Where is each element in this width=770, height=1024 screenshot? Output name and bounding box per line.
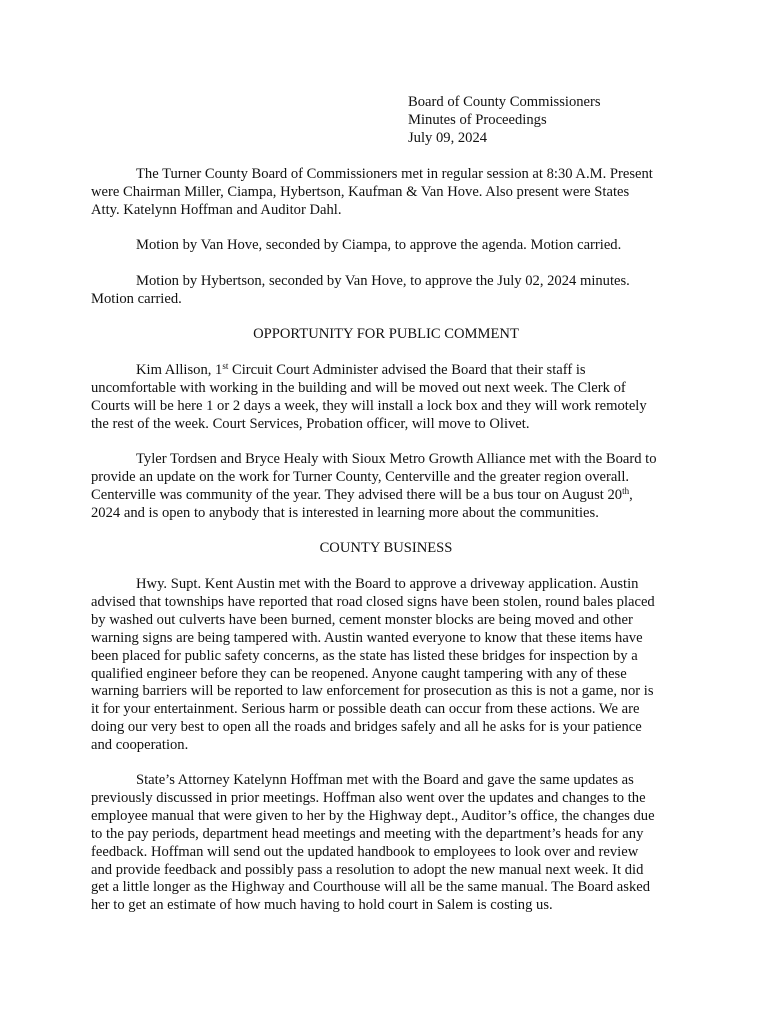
text-line: get a little longer as the Highway and Courthouse will all be the same manual. The Board asked (91, 879, 651, 896)
text-fragment: Circuit Court Administer advised the Board that their staff is (228, 362, 586, 378)
paragraph-kim-allison (91, 362, 681, 434)
text-line: been placed for public safety concerns, as the state has listed these bridges for inspection by a (91, 647, 638, 664)
text-line: The Turner County Board of Commissioners met in regular session at 8:30 A.M. Present (136, 166, 653, 182)
text-line: warning barriers will be reported to law enforcement for prosecution as this is not a game, nor is (91, 683, 654, 700)
text-line: the rest of the week. Court Services, Probation officer, will move to Olivet. (91, 415, 530, 432)
paragraph-motion-agenda (91, 237, 681, 255)
text-line: employee manual that were given to her by the Highway dept., Auditor’s office, the changes due (91, 807, 655, 824)
text-line: previously discussed in prior meetings. Hoffman also went over the updates and changes to the (91, 789, 646, 806)
text-line: and provide feedback and possibly pass a resolution to adopt the new manual next week. It did (91, 861, 644, 878)
text-line: were Chairman Miller, Ciampa, Hybertson, Kaufman & Van Hove. Also present were States (91, 183, 630, 200)
header-date: July 09, 2024 (408, 129, 488, 146)
text-line: by washed out culverts have been burned, cement monster blocks are being moved and other (91, 611, 633, 628)
text-line: doing our very best to open all the roads and bridges safely and all he asks for is your patience (91, 719, 642, 736)
paragraph-session-opening (91, 166, 681, 220)
text-line: Tyler Tordsen and Bryce Healy with Sioux Metro Growth Alliance met with the Board to (136, 451, 657, 467)
text-line: advised that townships have reported that road closed signs have been stolen, round bales placed (91, 593, 655, 610)
text-fragment: , (629, 486, 633, 503)
text-line (91, 362, 681, 380)
paragraph-growth-alliance (91, 451, 681, 523)
text-line: warning signs are being tampered with. Austin wanted everyone to know that these items have (91, 629, 643, 646)
text-line: State’s Attorney Katelynn Hoffman met with the Board and gave the same updates as (136, 772, 634, 788)
text-line: 2024 and is open to anybody that is interested in learning more about the communities. (91, 504, 599, 521)
text-line: feedback. Hoffman will send out the updated handbook to employees to look over and review (91, 843, 639, 860)
text-line: Motion carried. (91, 290, 182, 307)
ordinal-suffix: th (622, 485, 630, 496)
text-line (91, 487, 681, 505)
text-line: uncomfortable with working in the building and will be moved out next week. The Clerk of (91, 379, 626, 396)
text-fragment: Centerville was community of the year. They advised there will be a bus tour on August 20 (91, 486, 623, 503)
paragraph-states-attorney (91, 772, 681, 915)
text-line: to the pay periods, department head meetings and meeting with the department’s heads for any (91, 825, 644, 842)
text-line: Hwy. Supt. Kent Austin met with the Board to approve a driveway application. Austin (136, 576, 639, 592)
text-line: Motion by Hybertson, seconded by Van Hove, to approve the July 02, 2024 minutes. (136, 273, 630, 289)
text-line: and cooperation. (91, 737, 189, 754)
ordinal-suffix: st (222, 361, 229, 371)
text-line: provide an update on the work for Turner County, Centerville and the greater region overall. (91, 468, 630, 485)
header-subtitle: Minutes of Proceedings (408, 111, 547, 128)
heading-county-business: COUNTY BUSINESS (319, 540, 453, 556)
document-header (408, 94, 601, 148)
text-line: her to get an estimate of how much having to hold court in Salem is costing us. (91, 897, 553, 914)
text-line: Courts will be here 1 or 2 days a week, they will install a lock box and they will work remotely (91, 397, 647, 414)
text-line: Atty. Katelynn Hoffman and Auditor Dahl. (91, 201, 342, 218)
paragraph-motion-minutes (91, 273, 681, 309)
text-line: it for your entertainment. Serious harm or possible death can occur from these actions. We are (91, 701, 640, 718)
paragraph-highway-superintendent (91, 576, 681, 755)
text-fragment: Kim Allison, 1 (136, 362, 223, 378)
heading-public-comment: OPPORTUNITY FOR PUBLIC COMMENT (253, 326, 519, 342)
text-line: Motion by Van Hove, seconded by Ciampa, to approve the agenda. Motion carried. (136, 237, 622, 253)
header-board-title: Board of County Commissioners (408, 94, 601, 110)
text-line: qualified engineer before they can be reopened. Anyone caught tampering with any of these (91, 665, 627, 682)
